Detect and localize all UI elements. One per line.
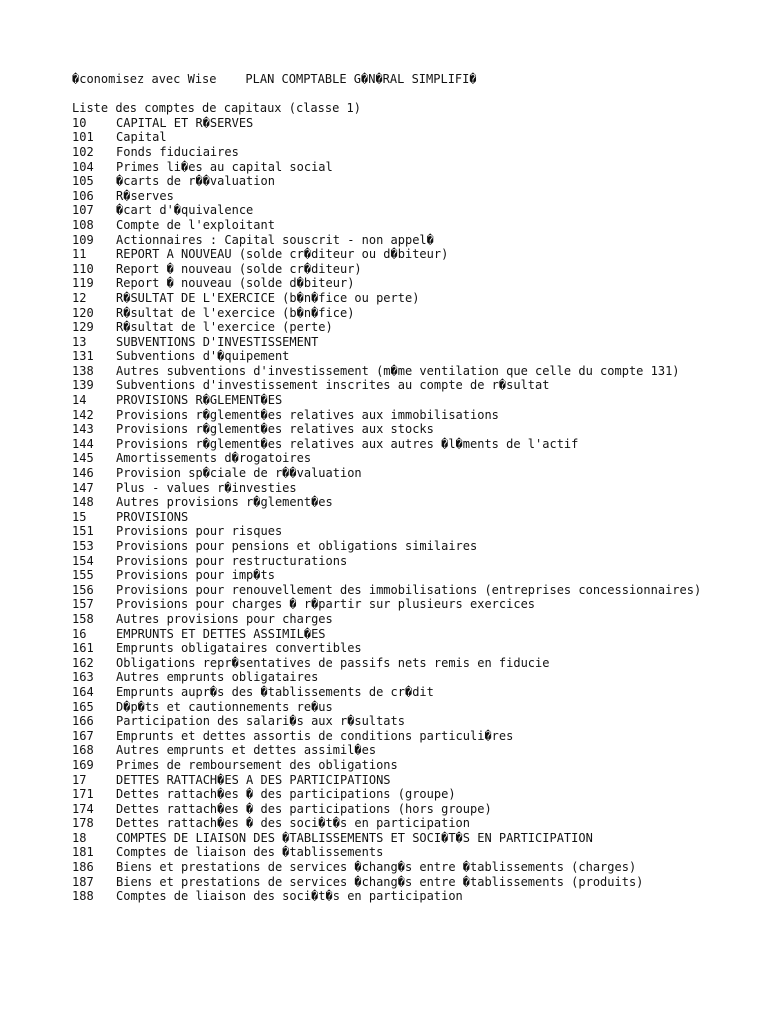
account-label: Provisions r�glement�es relatives aux stocks <box>116 422 434 437</box>
account-code: 157 <box>72 597 94 612</box>
account-label: Biens et prestations de services �chang�s entre �tablissements (charges) <box>116 860 637 875</box>
account-label: Autres provisions pour charges <box>116 611 333 626</box>
account-label: Autres subventions d'investissement (m�me ventilation que celle du compte 131) <box>116 363 680 378</box>
account-row <box>72 466 712 481</box>
account-row <box>72 802 712 817</box>
account-code: 174 <box>72 801 94 816</box>
account-label: Dettes rattach�es � des participations (groupe) <box>116 787 456 802</box>
account-code: 144 <box>72 436 94 451</box>
account-code: 151 <box>72 524 94 539</box>
account-code: 119 <box>72 276 94 291</box>
account-label: Obligations repr�sentatives de passifs nets remis en fiducie <box>116 655 550 670</box>
account-code: 11 <box>72 247 87 262</box>
account-row <box>72 233 712 248</box>
account-code: 17 <box>72 772 87 787</box>
account-code: 181 <box>72 845 94 860</box>
account-row <box>72 320 712 335</box>
account-label: R�SULTAT DE L'EXERCICE (b�n�fice ou perte) <box>116 290 420 305</box>
account-code: 154 <box>72 553 94 568</box>
account-code: 156 <box>72 582 94 597</box>
account-row <box>72 685 712 700</box>
account-code: 102 <box>72 144 94 159</box>
account-row <box>72 875 712 890</box>
account-label: Report � nouveau (solde d�biteur) <box>116 276 355 291</box>
account-code: 155 <box>72 568 94 583</box>
account-code: 188 <box>72 889 94 904</box>
account-code: 101 <box>72 130 94 145</box>
account-label: Provisions pour pensions et obligations similaires <box>116 539 478 553</box>
account-label: Subventions d'investissement inscrites au compte de r�sultat <box>116 378 550 393</box>
account-code: 142 <box>72 407 94 422</box>
account-label: �cart d'�quivalence <box>116 203 254 218</box>
account-row <box>72 116 712 131</box>
account-code: 168 <box>72 743 94 758</box>
document-page <box>72 72 712 904</box>
account-code: 164 <box>72 684 94 699</box>
account-row <box>72 218 712 233</box>
account-label: Comptes de liaison des �tablissements <box>116 845 384 860</box>
account-row <box>72 437 712 452</box>
account-row <box>72 773 712 788</box>
blank-line <box>72 87 712 102</box>
account-label: Dettes rattach�es � des participations (hors groupe) <box>116 801 492 816</box>
account-code: 146 <box>72 466 94 481</box>
account-row <box>72 700 712 715</box>
account-label: Plus - values r�investies <box>116 480 297 495</box>
account-code: 131 <box>72 349 94 364</box>
account-code: 165 <box>72 699 94 714</box>
section-title: Liste des comptes de capitaux (classe 1) <box>72 101 361 116</box>
account-code: 129 <box>72 320 94 335</box>
account-row <box>72 583 712 598</box>
account-code: 10 <box>72 115 87 130</box>
account-label: R�sultat de l'exercice (b�n�fice) <box>116 305 355 320</box>
account-label: Biens et prestations de services �chang�s entre �tablissements (produits) <box>116 874 644 889</box>
account-row <box>72 481 712 496</box>
account-row <box>72 247 712 262</box>
account-label: R�serves <box>116 188 174 203</box>
account-row <box>72 816 712 831</box>
account-row <box>72 306 712 321</box>
account-label: Provisions r�glement�es relatives aux autres �l�ments de l'actif <box>116 436 579 451</box>
account-row <box>72 554 712 569</box>
account-label: PROVISIONS <box>116 509 189 524</box>
account-code: 120 <box>72 305 94 320</box>
account-row <box>72 203 712 218</box>
account-row <box>72 597 712 612</box>
account-row <box>72 160 712 175</box>
account-label: �carts de r��valuation <box>116 174 275 189</box>
account-label: Comptes de liaison des soci�t�s en participation <box>116 889 463 904</box>
account-label: Dettes rattach�es � des soci�t�s en participation <box>116 816 471 831</box>
account-code: 166 <box>72 714 94 729</box>
account-row <box>72 451 712 466</box>
account-row <box>72 262 712 277</box>
account-row <box>72 335 712 350</box>
account-row <box>72 612 712 627</box>
account-row <box>72 670 712 685</box>
account-code: 143 <box>72 422 94 437</box>
account-code: 187 <box>72 874 94 889</box>
account-label: DETTES RATTACH�ES A DES PARTICIPATIONS <box>116 772 391 787</box>
account-row <box>72 758 712 773</box>
account-row <box>72 787 712 802</box>
account-code: 106 <box>72 188 94 203</box>
account-code: 161 <box>72 641 94 656</box>
account-label: Autres emprunts obligataires <box>116 670 319 685</box>
account-code: 169 <box>72 757 94 772</box>
account-code: 186 <box>72 860 94 875</box>
account-label: Autres provisions r�glement�es <box>116 495 333 510</box>
account-label: SUBVENTIONS D'INVESTISSEMENT <box>116 334 319 349</box>
account-code: 105 <box>72 174 94 189</box>
account-label: Amortissements d�rogatoires <box>116 451 312 466</box>
account-code: 109 <box>72 232 94 247</box>
account-row <box>72 174 712 189</box>
account-row <box>72 349 712 364</box>
account-code: 138 <box>72 363 94 378</box>
account-row <box>72 845 712 860</box>
account-code: 18 <box>72 830 87 845</box>
account-label: PROVISIONS R�GLEMENT�ES <box>116 393 283 408</box>
account-label: R�sultat de l'exercice (perte) <box>116 320 333 335</box>
account-row <box>72 627 712 642</box>
account-code: 110 <box>72 261 94 276</box>
account-label: Provisions r�glement�es relatives aux immobilisations <box>116 407 499 422</box>
document-header <box>72 72 712 87</box>
account-row <box>72 714 712 729</box>
account-code: 13 <box>72 334 87 349</box>
account-row <box>72 364 712 379</box>
account-label: Emprunts aupr�s des �tablissements de cr�dit <box>116 684 434 699</box>
account-label: Primes de remboursement des obligations <box>116 757 398 772</box>
account-row <box>72 422 712 437</box>
account-code: 145 <box>72 451 94 466</box>
account-code: 147 <box>72 480 94 495</box>
account-code: 148 <box>72 495 94 510</box>
account-code: 153 <box>72 539 94 553</box>
account-label: Provisions pour imp�ts <box>116 568 275 583</box>
account-code: 171 <box>72 787 94 802</box>
account-label: Report � nouveau (solde cr�diteur) <box>116 261 362 276</box>
account-label: Primes li�es au capital social <box>116 159 333 174</box>
account-row <box>72 495 712 510</box>
account-code: 14 <box>72 393 87 408</box>
account-label: EMPRUNTS ET DETTES ASSIMIL�ES <box>116 626 326 641</box>
account-row <box>72 831 712 846</box>
account-label: COMPTES DE LIAISON DES �TABLISSEMENTS ET SOCI�T�S EN PARTICIPATION <box>116 830 593 845</box>
account-row <box>72 408 712 423</box>
account-row <box>72 145 712 160</box>
account-row <box>72 860 712 875</box>
account-code: 107 <box>72 203 94 218</box>
account-row <box>72 378 712 393</box>
account-label: Provisions pour renouvellement des immobilisations (entreprises concessionnaires) <box>116 582 702 597</box>
account-label: Actionnaires : Capital souscrit - non appel� <box>116 232 434 247</box>
account-row <box>72 568 712 583</box>
account-row <box>72 641 712 656</box>
account-label: Capital <box>116 130 167 145</box>
account-row <box>72 889 712 904</box>
account-label: Provisions pour restructurations <box>116 553 348 568</box>
account-row <box>72 524 712 539</box>
account-code: 108 <box>72 217 94 232</box>
account-code: 12 <box>72 290 87 305</box>
account-row <box>72 291 712 306</box>
account-label: Autres emprunts et dettes assimil�es <box>116 743 377 758</box>
account-row <box>72 539 712 554</box>
account-code: 158 <box>72 611 94 626</box>
account-code: 15 <box>72 509 87 524</box>
account-label: Emprunts et dettes assortis de conditions particuli�res <box>116 728 514 743</box>
account-code: 16 <box>72 626 87 641</box>
account-code: 178 <box>72 816 94 831</box>
account-code: 139 <box>72 378 94 393</box>
account-list <box>72 116 712 904</box>
account-row <box>72 189 712 204</box>
account-row <box>72 743 712 758</box>
account-label: Fonds fiduciaires <box>116 144 239 159</box>
account-code: 167 <box>72 728 94 743</box>
account-label: REPORT A NOUVEAU (solde cr�diteur ou d�biteur) <box>116 247 449 262</box>
account-label: Compte de l'exploitant <box>116 217 275 232</box>
account-row <box>72 393 712 408</box>
account-row <box>72 729 712 744</box>
account-label: CAPITAL ET R�SERVES <box>116 115 254 130</box>
account-label: Provision sp�ciale de r��valuation <box>116 466 362 481</box>
account-row <box>72 130 712 145</box>
document-title: PLAN COMPTABLE G�N�RAL SIMPLIFI� <box>245 72 477 86</box>
account-code: 163 <box>72 670 94 685</box>
account-label: D�p�ts et cautionnements re�us <box>116 699 333 714</box>
account-label: Provisions pour risques <box>116 524 283 539</box>
account-label: Emprunts obligataires convertibles <box>116 641 362 656</box>
account-label: Provisions pour charges � r�partir sur plusieurs exercices <box>116 597 536 612</box>
account-row <box>72 276 712 291</box>
account-code: 104 <box>72 159 94 174</box>
header-left-text: �conomisez avec Wise <box>72 72 217 86</box>
account-label: Subventions d'�quipement <box>116 349 290 364</box>
account-code: 162 <box>72 655 94 670</box>
account-row <box>72 510 712 525</box>
account-label: Participation des salari�s aux r�sultats <box>116 714 405 729</box>
account-row <box>72 656 712 671</box>
